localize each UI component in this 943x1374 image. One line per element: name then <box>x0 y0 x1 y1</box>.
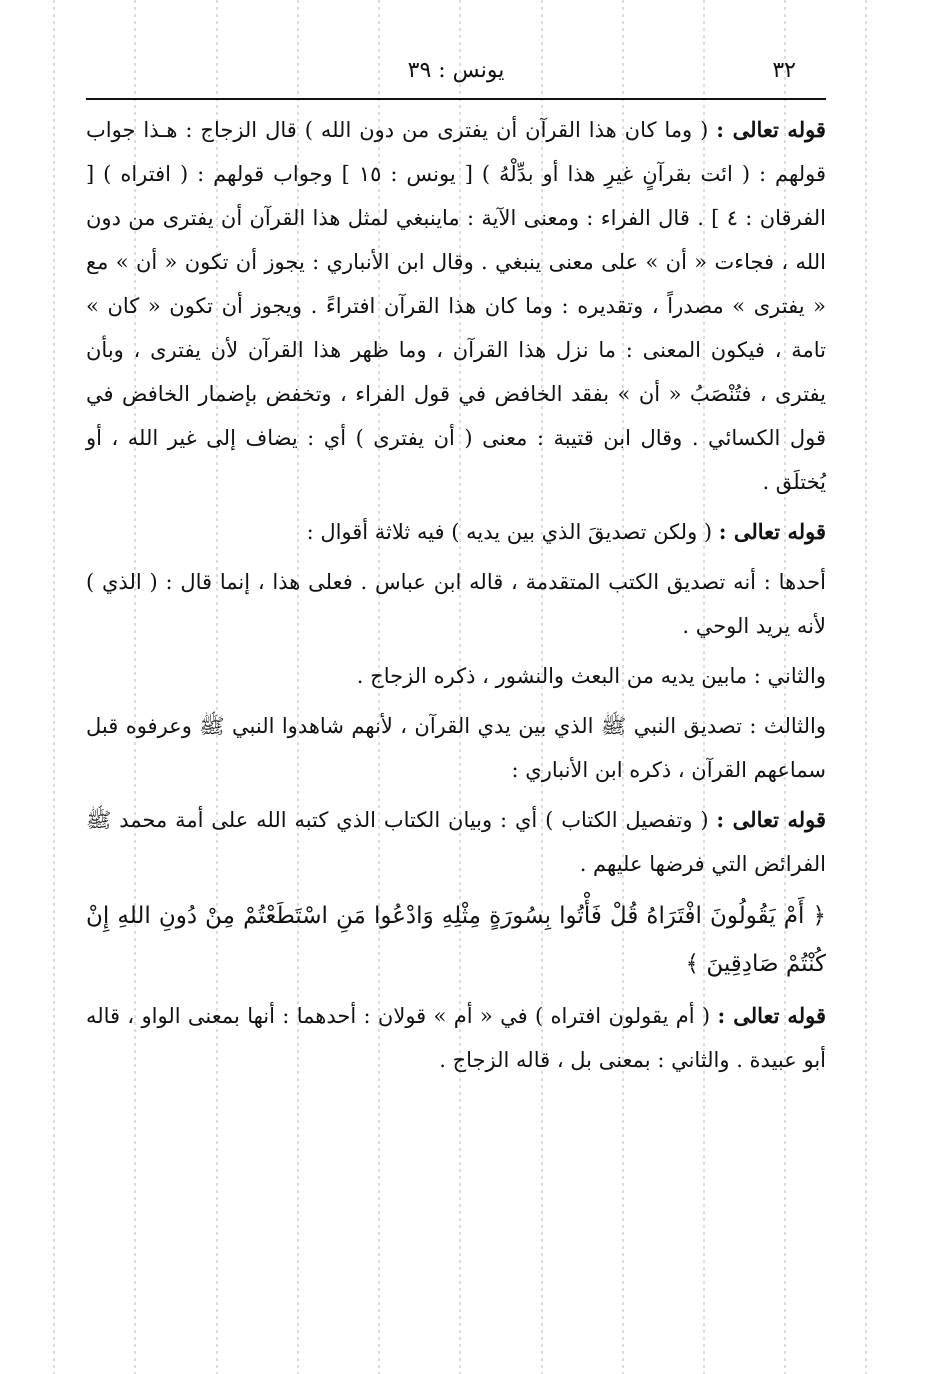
page-header <box>86 40 826 100</box>
paragraph-7 <box>86 994 826 1082</box>
paragraph-4 <box>86 654 826 698</box>
paragraph-lead: قوله تعالى : <box>716 807 826 832</box>
paragraph-text: ( أم يقولون افتراه ) في « أم » قولان : أحدهما : أنها بمعنى الواو ، قاله أبو عبيدة . والثاني : بمعنى بل ، قاله الزجاج . <box>86 1004 826 1072</box>
paragraph-text: والثالث : تصديق النبي ﷺ الذي بين يدي القرآن ، لأنهم شاهدوا النبي ﷺ وعرفوه قبل سماعهم القرآن ، ذكره ابن الأنباري : <box>86 714 826 782</box>
paragraph-3 <box>86 560 826 648</box>
paragraph-5 <box>86 704 826 792</box>
paragraph-text: أحدها : أنه تصديق الكتب المتقدمة ، قاله ابن عباس . فعلى هذا ، إنما قال : ( الذي ) لأنه يريد الوحي . <box>86 570 826 638</box>
page-body <box>86 100 826 1082</box>
page-number: ٣٢ <box>772 58 796 83</box>
paragraph-lead: قوله تعالى : <box>718 519 826 544</box>
paragraph-text: والثاني : مابين يديه من البعث والنشور ، ذكره الزجاج . <box>356 664 826 688</box>
paragraph-6 <box>86 798 826 886</box>
paragraph-text: ( وتفصيل الكتاب ) أي : وبيان الكتاب الذي كتبه الله على أمة محمد ﷺ الفرائض التي فرضها عليهم . <box>86 808 826 876</box>
paragraph-lead: قوله تعالى : <box>717 1003 826 1028</box>
paragraph-text: ( ولكن تصديقَ الذي بين يديه ) فيه ثلاثة أقوال : <box>306 520 713 544</box>
running-title: يونس : ٣٩ <box>407 58 505 83</box>
paragraph-2 <box>86 510 826 554</box>
paragraph-lead: قوله تعالى : <box>716 117 826 142</box>
document-page <box>86 40 826 1088</box>
paragraph-1 <box>86 108 826 504</box>
quran-verse: ﴿ أَمْ يَقُولُونَ افْتَرَاهُ قُلْ فَأْتُوا بِسُورَةٍ مِثْلِهِ وَادْعُوا مَنِ اسْتَطَعْتُمْ مِنْ دُونِ اللهِ إِنْ كُنْتُمْ صَادِقِينَ ﴾ <box>86 903 826 977</box>
paragraph-text: ( وما كان هذا القرآن أن يفترى من دون الله ) قال الزجاج : هـذا جواب قولهم : ( ائت بقرآنٍ غيرِ هذا أو بدِّلْهُ ) [ يونس : ١٥ ] وجواب قولهم : ( افتراه ) [ الفرقان : ٤ ] . قال الفراء : ومعنى الآية : ماينبغي لمثل هذا القرآن أن يفترى من دون الله ، فجاءت « أن » على معنى ينبغي . وقال ابن الأنباري : يجوز أن تكون « أن » مع « يفترى » مصدراً ، وتقديره : وما كان هذا القرآن افتراءً . ويجوز أن تكون « كان » تامة ، فيكون المعنى : ما نزل هذا القرآن ، وما ظهر هذا القرآن لأن يفترى ، وبأن يفترى ، فتُنْصَبُ « أن » بفقد الخافض في قول الفراء ، وتخفض بإضمار الخافض في قول الكسائي . وقال ابن قتيبة : معنى ( أن يفترى ) أي : يضاف إلى غير الله ، أو يُختلَق . <box>86 118 827 494</box>
